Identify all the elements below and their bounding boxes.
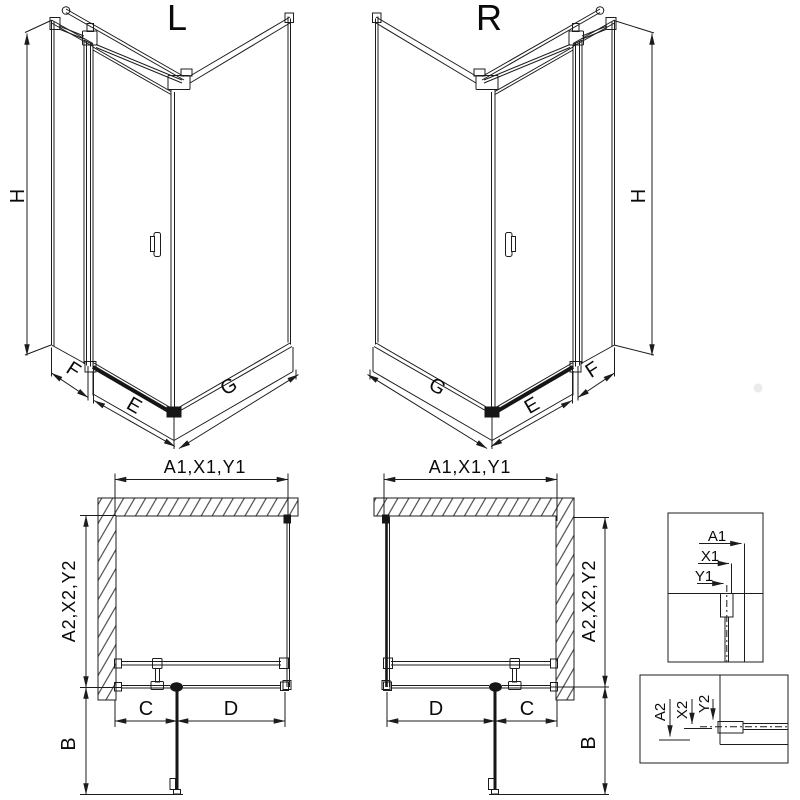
plan-right-wall-hatch xyxy=(374,498,574,700)
detail-box-depth xyxy=(640,675,788,763)
plan-left-wall-hatch xyxy=(98,498,298,700)
plan-right-door-label: D xyxy=(428,698,444,720)
detail-width-a1-label: A1 xyxy=(707,528,727,545)
variant-left-label: L xyxy=(166,0,188,38)
plan-left-drawing xyxy=(58,457,298,795)
plan-left-door-label: D xyxy=(223,698,239,720)
plan-left-fixed-label: C xyxy=(138,698,154,720)
detail-depth-y2-label: Y2 xyxy=(696,694,713,714)
iso-left-drawing xyxy=(7,0,299,449)
plan-right-fixed-label: C xyxy=(519,698,535,720)
door-width-label-right: E xyxy=(520,392,544,419)
plan-left-width-dim-label: A1,X1,Y1 xyxy=(163,457,247,477)
door-width-label-left: E xyxy=(122,392,146,419)
plan-left-depth-dim-label: A2,X2,Y2 xyxy=(59,559,79,643)
iso-right-linework xyxy=(368,7,617,449)
iso-right-drawing xyxy=(368,0,655,449)
plan-right-open-door xyxy=(489,689,499,794)
plan-right-drawing xyxy=(374,457,609,795)
detail-box-width xyxy=(668,513,763,662)
detail-width-x1-label: X1 xyxy=(700,548,720,565)
detail-width-y1-label: Y1 xyxy=(694,568,714,585)
plan-right-swing-label: B xyxy=(578,736,600,750)
plan-right-depth-dim-label: A2,X2,Y2 xyxy=(579,559,599,643)
variant-right-label: R xyxy=(476,0,502,38)
fixed-width-label-right: F xyxy=(581,357,604,383)
plan-right-width-dim-label: A1,X1,Y1 xyxy=(428,457,512,477)
side-width-label-left: G xyxy=(216,373,242,401)
iso-right-height-dimension xyxy=(614,21,654,356)
fixed-width-label-left: F xyxy=(62,357,85,383)
watermark-dot xyxy=(754,384,763,393)
height-label-left: H xyxy=(7,188,29,204)
side-width-label-right: G xyxy=(424,373,450,401)
detail-depth-a2-label: A2 xyxy=(652,702,669,722)
detail-depth-x2-label: X2 xyxy=(674,700,691,720)
iso-left-height-dimension xyxy=(25,21,51,356)
plan-left-open-door xyxy=(170,689,181,794)
height-label-right: H xyxy=(628,188,650,204)
iso-left-linework xyxy=(50,7,299,449)
plan-left-swing-label: B xyxy=(58,737,80,751)
